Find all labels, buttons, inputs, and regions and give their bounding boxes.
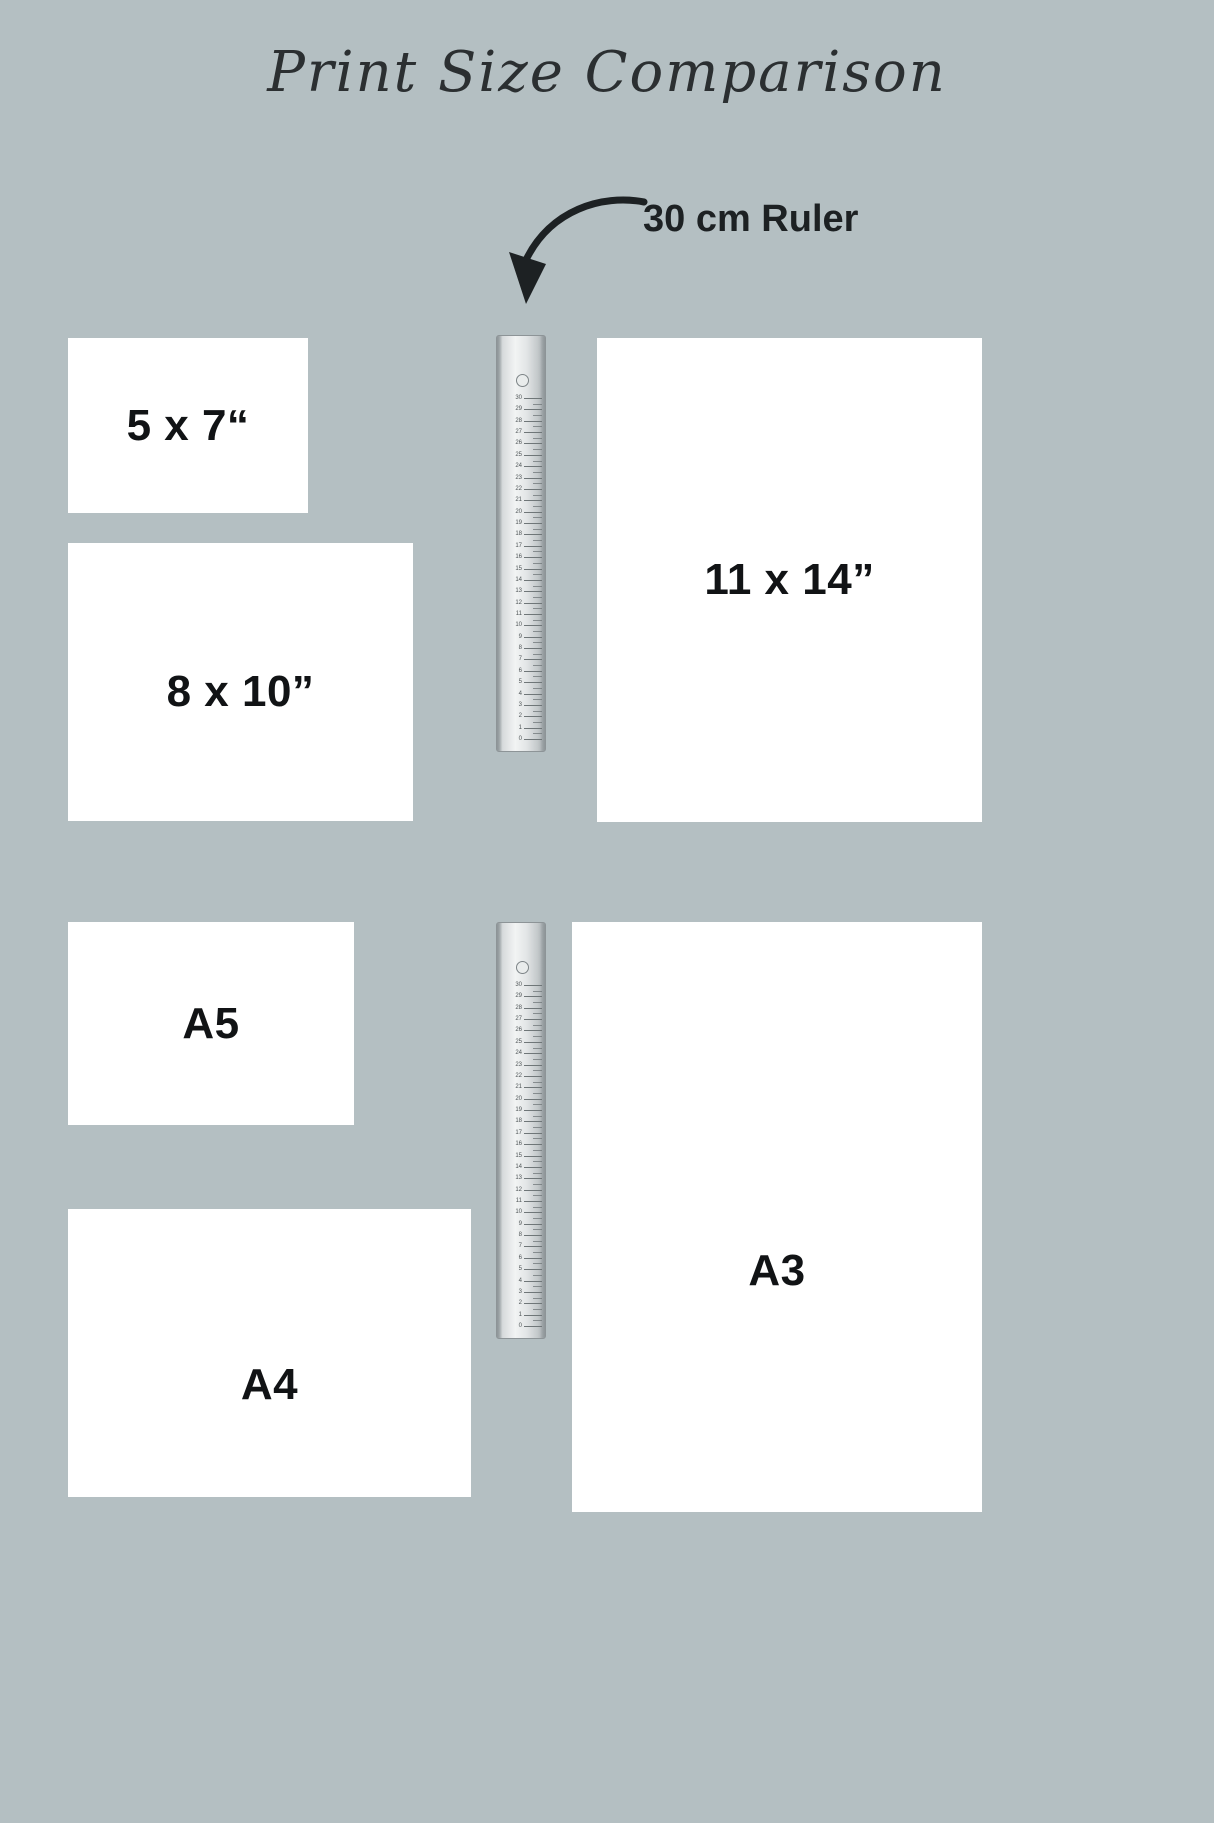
- ruler-tick-number: 8: [518, 645, 522, 652]
- ruler-tick-major: [524, 523, 542, 524]
- ruler-tick-minor: [533, 1195, 542, 1196]
- paper-size-a4: [68, 1209, 471, 1497]
- paper-size-a5: [68, 922, 354, 1125]
- ruler-tick-major: [524, 648, 542, 649]
- ruler-tick-minor: [533, 620, 542, 621]
- ruler-tick-minor: [533, 1298, 542, 1299]
- ruler-tick-number: 15: [515, 1152, 522, 1159]
- ruler-tick-minor: [533, 1036, 542, 1037]
- ruler-tick-number: 18: [515, 531, 522, 538]
- ruler-tick-minor: [533, 517, 542, 518]
- ruler-tick-major: [524, 659, 542, 660]
- ruler-tick-minor: [533, 1184, 542, 1185]
- ruler-tick-minor: [533, 608, 542, 609]
- ruler-tick-major: [524, 466, 542, 467]
- ruler-tick-major: [524, 682, 542, 683]
- ruler-tick-number: 0: [518, 1323, 522, 1329]
- ruler-tick-major: [524, 421, 542, 422]
- ruler-tick-number: 27: [515, 1016, 522, 1023]
- ruler-tick-major: [524, 557, 542, 558]
- ruler-tick-major: [524, 1281, 542, 1282]
- ruler-tick-number: 6: [518, 667, 522, 674]
- ruler-tick-minor: [533, 1013, 542, 1014]
- ruler-tick-number: 28: [515, 417, 522, 424]
- ruler-tick-major: [524, 1008, 542, 1009]
- ruler-tick-number: 11: [515, 610, 522, 617]
- ruler-tick-major: [524, 1121, 542, 1122]
- paper-size-11x14: [597, 338, 982, 822]
- ruler-tick-minor: [533, 472, 542, 473]
- ruler-tick-major: [524, 455, 542, 456]
- ruler-tick-number: 21: [515, 1084, 522, 1091]
- ruler-tick-major: [524, 1235, 542, 1236]
- ruler-tick-number: 21: [515, 497, 522, 504]
- ruler-tick-minor: [533, 426, 542, 427]
- ruler-tick-major: [524, 1042, 542, 1043]
- ruler-tick-major: [524, 1315, 542, 1316]
- ruler-tick-minor: [533, 676, 542, 677]
- ruler-tick-number: 22: [515, 1072, 522, 1079]
- ruler-tick-minor: [533, 404, 542, 405]
- paper-size-label: A4: [240, 1360, 299, 1409]
- ruler-tick-number: 1: [518, 724, 522, 731]
- ruler-tick-number: 13: [515, 1175, 522, 1182]
- ruler-tick-number: 29: [515, 406, 522, 413]
- ruler-tick-minor: [533, 551, 542, 552]
- ruler-tick-minor: [533, 1229, 542, 1230]
- ruler-tick-major: [524, 546, 542, 547]
- ruler-tick-major: [524, 985, 542, 986]
- ruler-tick-minor: [533, 438, 542, 439]
- ruler-tick-number: 19: [515, 1107, 522, 1114]
- ruler-tick-number: 8: [518, 1232, 522, 1239]
- ruler-tick-major: [524, 1178, 542, 1179]
- ruler-tick-number: 13: [515, 588, 522, 595]
- ruler-tick-number: 17: [515, 1129, 522, 1136]
- ruler-tick-minor: [533, 711, 542, 712]
- ruler-tick-minor: [533, 1150, 542, 1151]
- ruler-tick-major: [524, 671, 542, 672]
- ruler-tick-number: 30: [515, 395, 522, 401]
- ruler-tick-major: [524, 409, 542, 410]
- paper-size-a3: [572, 922, 982, 1512]
- ruler-tick-minor: [533, 733, 542, 734]
- ruler-tick-major: [524, 1087, 542, 1088]
- ruler-tick-major: [524, 1030, 542, 1031]
- ruler-tick-minor: [533, 1082, 542, 1083]
- ruler-tick-number: 4: [518, 1277, 522, 1284]
- ruler-tick-minor: [533, 631, 542, 632]
- ruler-tick-number: 7: [518, 656, 522, 663]
- ruler-tick-major: [524, 739, 542, 740]
- ruler-tick-number: 18: [515, 1118, 522, 1125]
- ruler-tick-minor: [533, 597, 542, 598]
- ruler-tick-major: [524, 603, 542, 604]
- ruler-tick-major: [524, 1019, 542, 1020]
- ruler-tick-major: [524, 1076, 542, 1077]
- ruler-tick-minor: [533, 586, 542, 587]
- ruler-tick-minor: [533, 1320, 542, 1321]
- ruler-tick-number: 26: [515, 1027, 522, 1034]
- ruler-tick-major: [524, 1201, 542, 1202]
- ruler-tick-number: 3: [518, 701, 522, 708]
- ruler-tick-number: 10: [515, 1209, 522, 1216]
- ruler-tick-minor: [533, 991, 542, 992]
- ruler-tick-number: 20: [515, 508, 522, 515]
- ruler-tick-minor: [533, 665, 542, 666]
- ruler-tick-number: 26: [515, 440, 522, 447]
- ruler-tick-number: 24: [515, 1050, 522, 1057]
- ruler-tick-major: [524, 1326, 542, 1327]
- ruler-tick-number: 9: [518, 633, 522, 640]
- ruler-tick-major: [524, 728, 542, 729]
- ruler-tick-major: [524, 705, 542, 706]
- paper-size-label: 5 x 7“: [126, 400, 250, 450]
- ruler-tick-number: 30: [515, 982, 522, 988]
- ruler-tick-major: [524, 1224, 542, 1225]
- ruler-tick-minor: [533, 1070, 542, 1071]
- ruler-tick-minor: [533, 1286, 542, 1287]
- ruler-tick-number: 28: [515, 1004, 522, 1011]
- ruler-tick-minor: [533, 461, 542, 462]
- ruler-tick-number: 19: [515, 520, 522, 527]
- ruler-tick-major: [524, 637, 542, 638]
- ruler-tick-number: 23: [515, 1061, 522, 1068]
- ruler-tick-minor: [533, 1104, 542, 1105]
- ruler-tick-major: [524, 1212, 542, 1213]
- ruler-tick-number: 3: [518, 1288, 522, 1295]
- ruler-tick-major: [524, 694, 542, 695]
- ruler-tick-major: [524, 1133, 542, 1134]
- ruler-tick-number: 11: [515, 1197, 522, 1204]
- ruler-tick-major: [524, 996, 542, 997]
- ruler-tick-minor: [533, 1059, 542, 1060]
- ruler-tick-number: 29: [515, 993, 522, 1000]
- ruler-ticks: [497, 923, 545, 1338]
- ruler-tick-major: [524, 716, 542, 717]
- ruler-tick-minor: [533, 722, 542, 723]
- ruler-tick-number: 5: [518, 1266, 522, 1273]
- ruler-annotation-label: 30 cm Ruler: [643, 198, 859, 240]
- ruler-tick-major: [524, 614, 542, 615]
- ruler-tick-number: 23: [515, 474, 522, 481]
- ruler-tick-minor: [533, 540, 542, 541]
- ruler-tick-minor: [533, 574, 542, 575]
- ruler-tick-major: [524, 500, 542, 501]
- ruler-tick-minor: [533, 1263, 542, 1264]
- ruler-tick-number: 7: [518, 1243, 522, 1250]
- ruler-tick-major: [524, 1065, 542, 1066]
- ruler-tick-major: [524, 1258, 542, 1259]
- ruler-tick-minor: [533, 1002, 542, 1003]
- ruler-tick-minor: [533, 1218, 542, 1219]
- ruler-tick-number: 16: [515, 1141, 522, 1148]
- ruler-tick-major: [524, 512, 542, 513]
- ruler-tick-major: [524, 1053, 542, 1054]
- ruler-tick-minor: [533, 1173, 542, 1174]
- ruler-tick-number: 24: [515, 463, 522, 470]
- ruler-tick-major: [524, 1190, 542, 1191]
- ruler-tick-major: [524, 625, 542, 626]
- ruler-tick-major: [524, 489, 542, 490]
- ruler-tick-number: 17: [515, 542, 522, 549]
- paper-size-label: 8 x 10”: [166, 667, 315, 716]
- ruler-tick-major: [524, 534, 542, 535]
- ruler-tick-number: 4: [518, 690, 522, 697]
- ruler-tick-number: 25: [515, 451, 522, 458]
- ruler-tick-number: 14: [515, 1163, 522, 1170]
- ruler-tick-major: [524, 569, 542, 570]
- ruler-tick-major: [524, 478, 542, 479]
- ruler-tick-number: 5: [518, 679, 522, 686]
- ruler-tick-major: [524, 591, 542, 592]
- ruler-tick-minor: [533, 1241, 542, 1242]
- ruler-tick-minor: [533, 506, 542, 507]
- ruler-tick-minor: [533, 529, 542, 530]
- ruler-tick-minor: [533, 699, 542, 700]
- ruler-tick-number: 12: [515, 599, 522, 606]
- paper-size-label: A3: [748, 1246, 806, 1295]
- ruler-tick-minor: [533, 642, 542, 643]
- ruler-tick-number: 12: [515, 1186, 522, 1193]
- ruler-tick-number: 9: [518, 1220, 522, 1227]
- ruler-tick-minor: [533, 1127, 542, 1128]
- ruler-tick-number: 22: [515, 485, 522, 492]
- ruler-tick-number: 0: [518, 736, 522, 742]
- ruler-tick-minor: [533, 1309, 542, 1310]
- ruler-tick-minor: [533, 1025, 542, 1026]
- ruler-tick-minor: [533, 1207, 542, 1208]
- ruler-tick-number: 1: [518, 1311, 522, 1318]
- ruler-tick-minor: [533, 1138, 542, 1139]
- ruler-tick-number: 2: [518, 713, 522, 720]
- ruler-tick-major: [524, 1156, 542, 1157]
- ruler-tick-major: [524, 1246, 542, 1247]
- ruler-tick-minor: [533, 1275, 542, 1276]
- ruler-tick-minor: [533, 483, 542, 484]
- ruler-tick-major: [524, 432, 542, 433]
- ruler-tick-number: 6: [518, 1254, 522, 1261]
- ruler-tick-number: 2: [518, 1300, 522, 1307]
- ruler-tick-major: [524, 1269, 542, 1270]
- ruler-tick-minor: [533, 1093, 542, 1094]
- ruler-tick-major: [524, 580, 542, 581]
- ruler-tick-minor: [533, 1116, 542, 1117]
- paper-size-8x10: [68, 543, 413, 821]
- ruler-tick-number: 20: [515, 1095, 522, 1102]
- ruler-tick-minor: [533, 654, 542, 655]
- ruler-tick-minor: [533, 688, 542, 689]
- paper-size-label: A5: [182, 998, 240, 1048]
- ruler-tick-major: [524, 1292, 542, 1293]
- ruler-tick-minor: [533, 1161, 542, 1162]
- ruler-ticks: [497, 336, 545, 751]
- ruler-tick-major: [524, 1167, 542, 1168]
- paper-size-5x7: [68, 338, 308, 513]
- ruler-tick-major: [524, 1303, 542, 1304]
- ruler-tick-minor: [533, 495, 542, 496]
- ruler-tick-major: [524, 1144, 542, 1145]
- ruler-top: [496, 335, 546, 752]
- ruler-tick-number: 27: [515, 429, 522, 436]
- ruler-tick-major: [524, 443, 542, 444]
- ruler-tick-major: [524, 398, 542, 399]
- ruler-tick-number: 16: [515, 554, 522, 561]
- curved-arrow-icon: [494, 186, 654, 316]
- ruler-tick-number: 14: [515, 576, 522, 583]
- ruler-tick-number: 15: [515, 565, 522, 572]
- ruler-tick-minor: [533, 563, 542, 564]
- ruler-tick-number: 25: [515, 1038, 522, 1045]
- ruler-bottom: [496, 922, 546, 1339]
- ruler-tick-major: [524, 1099, 542, 1100]
- ruler-tick-major: [524, 1110, 542, 1111]
- ruler-tick-number: 10: [515, 622, 522, 629]
- ruler-tick-minor: [533, 449, 542, 450]
- ruler-tick-minor: [533, 415, 542, 416]
- ruler-tick-minor: [533, 1252, 542, 1253]
- ruler-tick-minor: [533, 1048, 542, 1049]
- page-title: Print Size Comparison: [267, 40, 947, 105]
- paper-size-label: 11 x 14”: [704, 555, 875, 604]
